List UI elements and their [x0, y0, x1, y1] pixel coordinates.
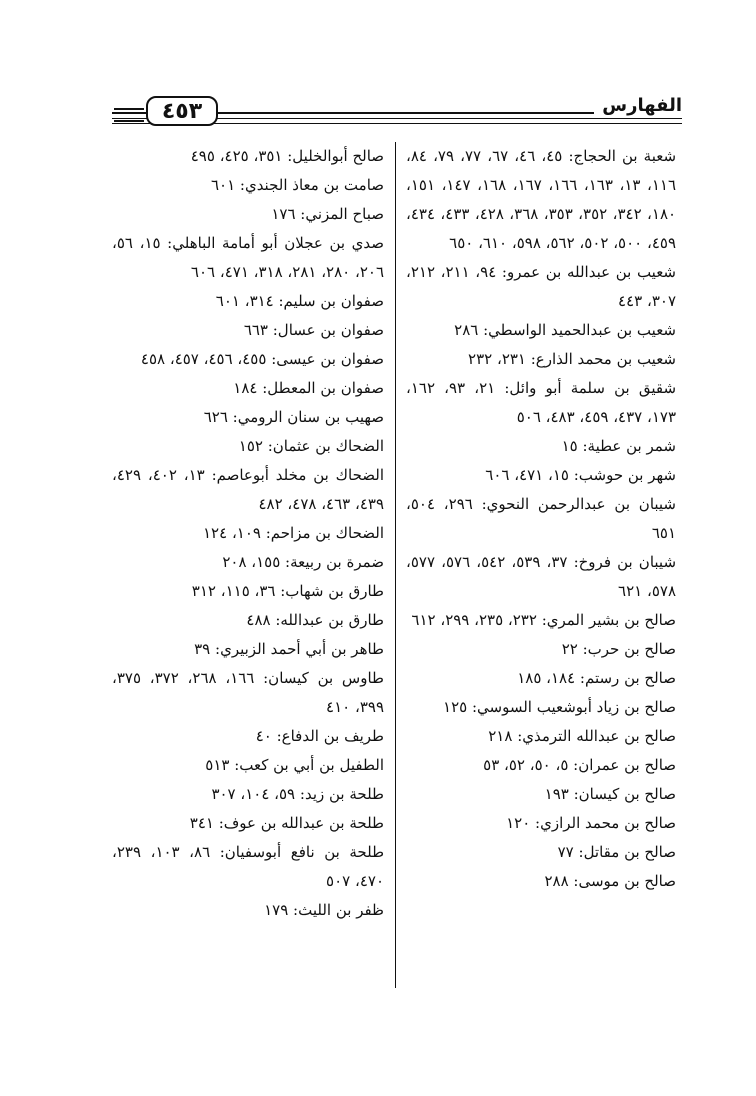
index-entry: شهر بن حوشب: ١٥، ٤٧١، ٦٠٦ — [485, 466, 676, 484]
index-entry: صهيب بن سنان الرومي: ٦٢٦ — [203, 408, 384, 426]
index-entry: طلحة بن عبدالله بن عوف: ٣٤١ — [189, 814, 384, 832]
index-column-left — [112, 142, 384, 925]
index-entry: صباح المزني: ١٧٦ — [271, 205, 384, 223]
index-entry: طلحة بن زيد: ٥٩، ١٠٤، ٣٠٧ — [211, 785, 384, 803]
index-entry: الضحاك بن مزاحم: ١٠٩، ١٢٤ — [203, 524, 384, 542]
index-entry: طريف بن الدفاع: ٤٠ — [255, 727, 384, 745]
index-entry: صالح بن محمد الرازي: ١٢٠ — [506, 814, 676, 832]
page-number: ٤٥٣ — [146, 96, 218, 126]
column-divider — [395, 142, 396, 988]
index-entry: طارق بن عبدالله: ٤٨٨ — [246, 611, 384, 629]
index-entry: شعيب بن محمد الذارع: ٢٣١، ٢٣٢ — [468, 350, 676, 368]
index-entry: شقيق بن سلمة أبو وائل: ٢١، ٩٣، ١٦٢، ١٧٣، ٤٣٧، ٤٥٩، ٤٨٣، ٥٠٦ — [406, 379, 677, 426]
page-header — [112, 96, 682, 132]
index-entry: صالح أبوالخليل: ٣٥١، ٤٢٥، ٤٩٥ — [190, 147, 384, 165]
index-entry: صامت بن معاذ الجندي: ٦٠١ — [210, 176, 384, 194]
index-entry: طارق بن شهاب: ٣٦، ١١٥، ٣١٢ — [191, 582, 384, 600]
index-entry: صالح بن حرب: ٢٢ — [561, 640, 676, 658]
index-entry: صالح بن عبدالله الترمذي: ٢١٨ — [488, 727, 676, 745]
section-title: الفهارس — [594, 96, 682, 116]
index-entry: ضمرة بن ربيعة: ١٥٥، ٢٠٨ — [222, 553, 384, 571]
index-entry: شيبان بن عبدالرحمن النحوي: ٢٩٦، ٥٠٤، ٦٥١ — [406, 495, 677, 542]
index-entry: صالح بن زياد أبوشعيب السوسي: ١٢٥ — [443, 698, 676, 716]
index-entry: طاهر بن أبي أحمد الزبيري: ٣٩ — [194, 640, 384, 658]
index-entry: صالح بن مقاتل: ٧٧ — [557, 843, 676, 861]
index-entry: الضحاك بن عثمان: ١٥٢ — [238, 437, 384, 455]
index-entry: صالح بن عمران: ٥، ٥٠، ٥٢، ٥٣ — [483, 756, 676, 774]
index-column-right — [406, 142, 676, 896]
index-entry: صالح بن كيسان: ١٩٣ — [544, 785, 676, 803]
index-entry: طلحة بن نافع أبوسفيان: ٨٦، ١٠٣، ٢٣٩، ٤٧٠، ٥٠٧ — [112, 843, 385, 890]
index-entry: صفوان بن عسال: ٦٦٣ — [243, 321, 384, 339]
index-entry: شعبة بن الحجاج: ٤٥، ٤٦، ٦٧، ٧٧، ٧٩، ٨٤، ١١٦، ١٣، ١٦٣، ١٦٦، ١٦٧، ١٦٨، ١٤٧، ١٥١، ١٨٠، ٣٤٢، ٣٥٢، ٣٥٣، ٣٦٨، ٤٢٨، ٤٣٣، ٤٣٤، ٤٥٩، ٥٠٠، ٥٠٢، ٥٦٢، ٥٩٨، ٦١٠، ٦٥٠ — [406, 147, 677, 252]
index-entry: صالح بن رستم: ١٨٤، ١٨٥ — [517, 669, 676, 687]
index-entry: شعيب بن عبدالله بن عمرو: ٩٤، ٢١١، ٢١٢، ٣٠٧، ٤٤٣ — [406, 263, 677, 310]
index-entry: صالح بن بشير المري: ٢٣٢، ٢٣٥، ٢٩٩، ٦١٢ — [411, 611, 676, 629]
index-entry: صفوان بن عيسى: ٤٥٥، ٤٥٦، ٤٥٧، ٤٥٨ — [140, 350, 384, 368]
index-entry: صفوان بن سليم: ٣١٤، ٦٠١ — [215, 292, 384, 310]
index-entry: الضحاك بن مخلد أبوعاصم: ١٣، ٤٠٢، ٤٢٩، ٤٣٩، ٤٦٣، ٤٧٨، ٤٨٢ — [112, 466, 385, 513]
index-entry: طاوس بن كيسان: ١٦٦، ٢٦٨، ٣٧٢، ٣٧٥، ٣٩٩، ٤١٠ — [112, 669, 385, 716]
index-entry: شيبان بن فروخ: ٣٧، ٥٣٩، ٥٤٢، ٥٧٦، ٥٧٧، ٥٧٨، ٦٢١ — [406, 553, 677, 600]
index-entry: صدي بن عجلان أبو أمامة الباهلي: ١٥، ٥٦، ٢٠٦، ٢٨٠، ٢٨١، ٣١٨، ٤٧١، ٦٠٦ — [112, 234, 385, 281]
index-entry: شمر بن عطية: ١٥ — [561, 437, 676, 455]
index-entry: ظفر بن الليث: ١٧٩ — [264, 901, 384, 919]
index-entry: صفوان بن المعطل: ١٨٤ — [233, 379, 384, 397]
index-entry: شعيب بن عبدالحميد الواسطي: ٢٨٦ — [454, 321, 676, 339]
index-entry: صالح بن موسى: ٢٨٨ — [544, 872, 676, 890]
index-entry: الطفيل بن أبي بن كعب: ٥١٣ — [205, 756, 384, 774]
